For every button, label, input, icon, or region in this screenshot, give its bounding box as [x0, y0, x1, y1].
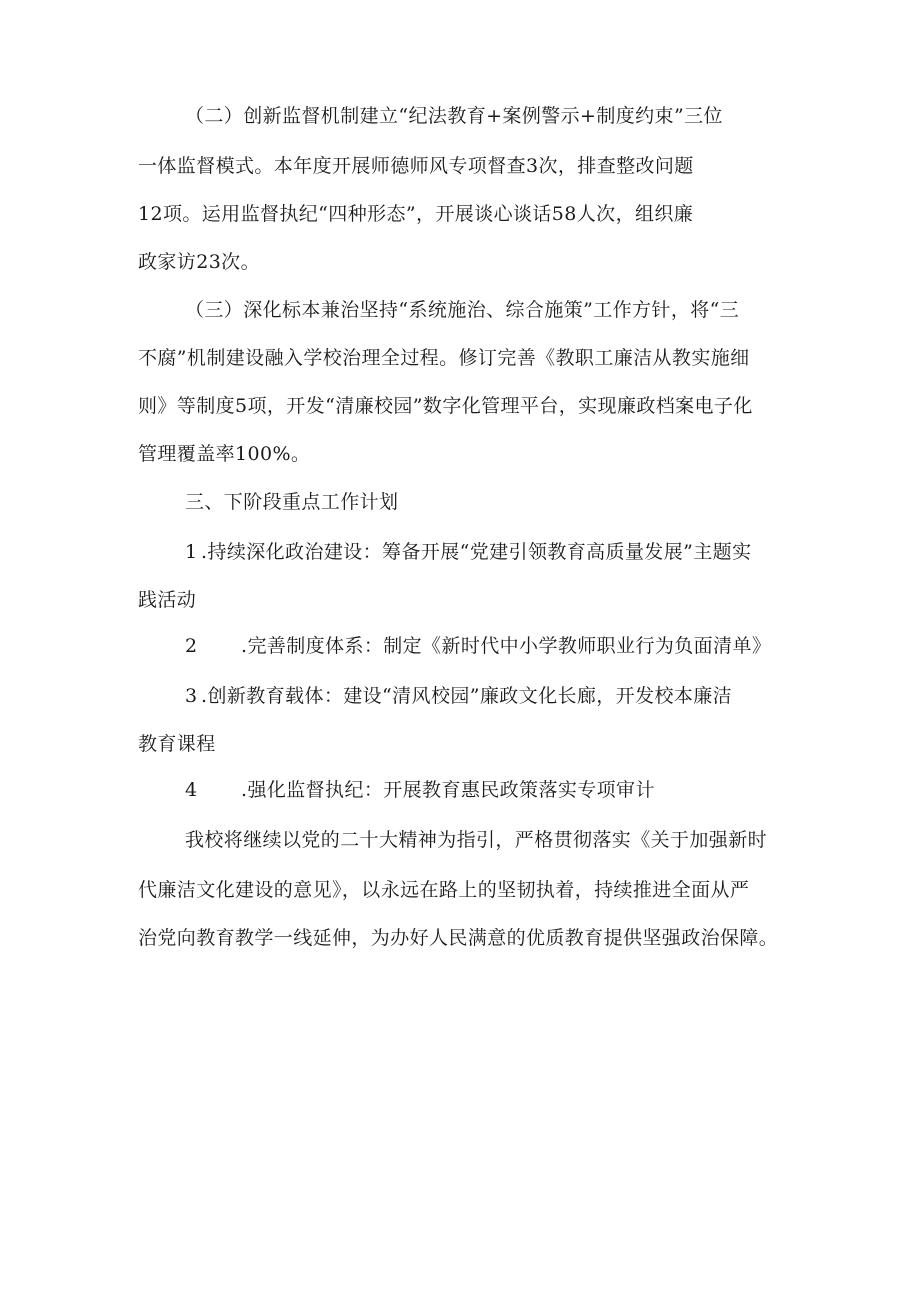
plan-item-text: .持续深化政治建设：筹备开展“党建引领教育高质量发展”主题实	[201, 541, 752, 563]
plan-item-text: .创新教育载体：建设“清风校园”廉政文化长廊，开发校本廉洁	[201, 685, 733, 707]
closing-line-3: 治党向教育教学一线延伸，为办好人民满意的优质教育提供坚强政治保障。	[138, 927, 779, 949]
supervision-line-2: 一体监督模式。本年度开展师德师风专项督查3次，排查整改问题	[138, 155, 694, 177]
plan-item-1-continuation: 践活动	[138, 589, 197, 611]
supervision-line-1: （二）创新监督机制建立“纪法教育+案例警示+制度约束”三位	[185, 105, 723, 127]
closing-line-2: 代廉洁文化建设的意见》，以永远在路上的坚韧执着，持续推进全面从严	[138, 879, 750, 901]
root-causes-line-1: （三）深化标本兼治坚持“系统施治、综合施策”工作方针，将“三	[185, 299, 740, 321]
supervision-line-4: 政家访23次。	[138, 251, 260, 273]
plan-item-number: 4	[185, 779, 198, 801]
supervision-line-3: 12项。运用监督执纪“四种形态”，开展谈心谈话58人次，组织廉	[138, 203, 694, 225]
plan-item-3-continuation: 教育课程	[138, 733, 216, 755]
section-heading: 三、下阶段重点工作计划	[185, 491, 399, 513]
root-causes-line-3: 则》等制度5项，开发“清廉校园”数字化管理平台，实现廉政档案电子化	[138, 395, 753, 417]
plan-item-1	[185, 540, 751, 564]
plan-item-3	[185, 684, 732, 708]
plan-item-2	[185, 634, 771, 658]
plan-item-text: .完善制度体系：制定《新时代中小学教师职业行为负面清单》	[241, 635, 772, 657]
plan-item-text: .强化监督执纪：开展教育惠民政策落实专项审计	[241, 779, 655, 801]
root-causes-line-2: 不腐”机制建设融入学校治理全过程。修订完善《教职工廉洁从教实施细	[138, 347, 750, 369]
plan-item-number: 2	[185, 635, 198, 657]
closing-line-1: 我校将继续以党的二十大精神为指引，严格贯彻落实《关于加强新时	[185, 829, 768, 851]
plan-item-number: 3	[185, 685, 198, 707]
plan-item-4	[185, 778, 655, 802]
plan-item-number: 1	[185, 541, 198, 563]
root-causes-line-4: 管理覆盖率100%。	[138, 443, 311, 465]
